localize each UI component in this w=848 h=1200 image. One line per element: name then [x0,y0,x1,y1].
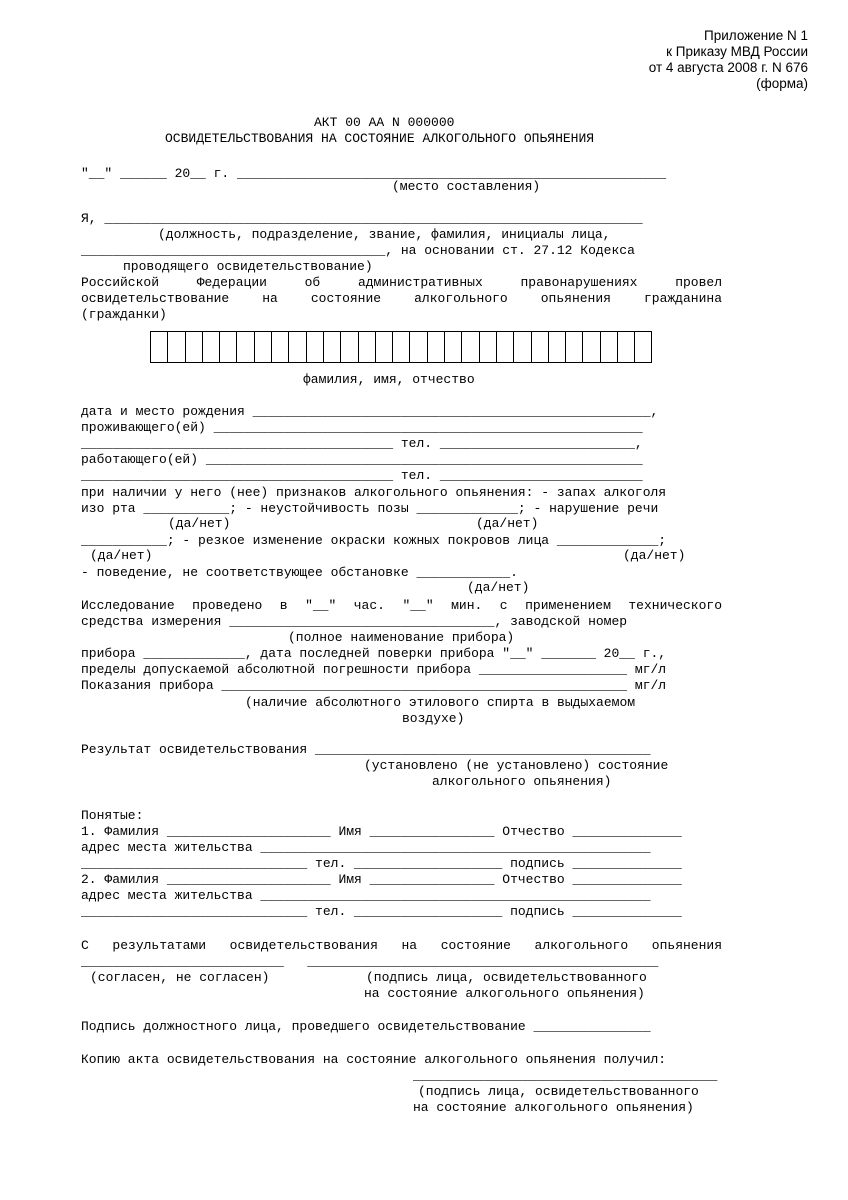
witness-1-address-line[interactable]: адрес места жительства __________________________________________________ [81,840,651,855]
officer-line-2[interactable]: _______________________________________, на основании ст. 27.12 Кодекса [81,243,635,258]
letter-cell[interactable] [634,331,651,363]
appendix-line: от 4 августа 2008 г. N 676 [648,60,808,75]
letter-cell[interactable] [392,331,409,363]
yes-no-caption: (да/нет) [623,548,686,563]
name-letter-grid[interactable] [150,331,652,363]
witness-2-name-line[interactable]: 2. Фамилия _____________________ Имя ________________ Отчество ______________ [81,872,682,887]
letter-cell[interactable] [531,331,548,363]
letter-cell[interactable] [150,331,167,363]
letter-cell[interactable] [582,331,599,363]
yes-no-caption: (да/нет) [90,548,153,563]
agreement-caption-right: на состояние алкогольного опьянения) [364,986,645,1001]
witness-1-contact-line[interactable]: _____________________________ тел. ___________________ подпись ______________ [81,856,682,871]
letter-cell[interactable] [409,331,426,363]
witness-2-contact-line[interactable]: _____________________________ тел. ___________________ подпись ______________ [81,904,682,919]
signs-line[interactable]: изо рта ___________; - неустойчивость позы _____________; - нарушение речи [81,501,659,516]
letter-cell[interactable] [202,331,219,363]
place-caption: (место составления) [392,179,541,194]
letter-cell[interactable] [427,331,444,363]
officer-line[interactable]: Я, _____________________________________________________________________ [81,211,643,226]
signs-line[interactable]: ___________; - резкое изменение окраски кожных покровов лица _____________; [81,533,667,548]
result-caption: алкогольного опьянения) [432,774,612,789]
yes-no-caption: (да/нет) [476,516,539,531]
letter-cell[interactable] [271,331,288,363]
reading-caption: воздухе) [402,711,465,726]
letter-cell[interactable] [185,331,202,363]
officer-text: Российской Федерации об административных правонарушениях провел [81,275,722,290]
reading-caption: (наличие абсолютного этилового спирта в выдыхаемом [245,695,636,710]
yes-no-caption: (да/нет) [168,516,231,531]
error-limit-line[interactable]: пределы допускаемой абсолютной погрешности прибора ___________________ мг/л [81,662,667,677]
copy-signature-blank[interactable]: _______________________________________ [413,1068,718,1083]
agreement-caption-left: (согласен, не согласен) [90,970,270,985]
name-grid-caption: фамилия, имя, отчество [303,372,475,387]
letter-cell[interactable] [600,331,617,363]
work-tel-line[interactable]: ________________________________________ тел. __________________________ [81,468,643,483]
work-line[interactable]: работающего(ей) ________________________________________________________ [81,452,643,467]
date-place-line[interactable]: "__" ______ 20__ г. _______________________________________________________ [81,166,667,181]
letter-cell[interactable] [288,331,305,363]
officer-text: (гражданки) [81,307,167,322]
letter-cell[interactable] [236,331,253,363]
letter-cell[interactable] [444,331,461,363]
appendix-header [649,28,808,92]
officer-caption: (должность, подразделение, звание, фамилия, инициалы лица, [158,227,611,242]
appendix-line: (форма) [756,76,808,91]
reading-line[interactable]: Показания прибора ____________________________________________________ мг/л [81,678,667,693]
letter-cell[interactable] [375,331,392,363]
letter-cell[interactable] [323,331,340,363]
yes-no-caption: (да/нет) [467,580,530,595]
official-signature-line[interactable]: Подпись должностного лица, проведшего освидетельствование _______________ [81,1019,651,1034]
act-number: АКТ 00 АА N 000000 [314,115,455,130]
letter-cell[interactable] [617,331,634,363]
agreement-text: С результатами освидетельствования на состояние алкогольного опьянения [81,938,722,953]
officer-text: освидетельствование на состояние алкогольного опьянения гражданина [81,291,722,306]
letter-cell[interactable] [254,331,271,363]
letter-cell[interactable] [219,331,236,363]
copy-received-text: Копию акта освидетельствования на состояние алкогольного опьянения получил: [81,1052,667,1067]
copy-caption: (подпись лица, освидетельствованного [418,1084,699,1099]
letter-cell[interactable] [565,331,582,363]
residence-tel-line[interactable]: ________________________________________ тел. _________________________, [81,436,643,451]
agreement-caption-right: (подпись лица, освидетельствованного [366,970,647,985]
appendix-line: к Приказу МВД России [666,44,808,59]
study-text[interactable]: Исследование проведено в "__" час. "__" мин. с применением технического [81,598,722,613]
letter-cell[interactable] [358,331,375,363]
device-caption: (полное наименование прибора) [288,630,515,645]
witness-1-name-line[interactable]: 1. Фамилия _____________________ Имя ________________ Отчество ______________ [81,824,682,839]
birth-line[interactable]: дата и место рождения ___________________________________________________, [81,404,659,419]
letter-cell[interactable] [479,331,496,363]
letter-cell[interactable] [461,331,478,363]
agreement-blanks[interactable]: __________________________ _____________________________________________ [81,954,659,969]
appendix-line: Приложение N 1 [704,28,808,43]
act-title: ОСВИДЕТЕЛЬСТВОВАНИЯ НА СОСТОЯНИЕ АЛКОГОЛЬНОГО ОПЬЯНЕНИЯ [165,131,595,146]
letter-cell[interactable] [548,331,565,363]
residence-line[interactable]: проживающего(ей) _______________________________________________________ [81,420,643,435]
witnesses-title: Понятые: [81,808,144,823]
letter-cell[interactable] [340,331,357,363]
signs-line[interactable]: - поведение, не соответствующее обстановке ____________. [81,565,518,580]
result-line[interactable]: Результат освидетельствования ___________________________________________ [81,742,651,757]
letter-cell[interactable] [496,331,513,363]
letter-cell[interactable] [306,331,323,363]
letter-cell[interactable] [513,331,530,363]
letter-cell[interactable] [167,331,184,363]
witness-2-address-line[interactable]: адрес места жительства __________________________________________________ [81,888,651,903]
result-caption: (установлено (не установлено) состояние [364,758,669,773]
signs-text: при наличии у него (нее) признаков алкогольного опьянения: - запах алкоголя [81,485,667,500]
device-number-line[interactable]: прибора _____________, дата последней поверки прибора "__" _______ 20__ г., [81,646,667,661]
officer-caption-2: проводящего освидетельствование) [123,259,373,274]
device-line[interactable]: средства измерения __________________________________, заводской номер [81,614,628,629]
copy-caption: на состояние алкогольного опьянения) [413,1100,694,1115]
